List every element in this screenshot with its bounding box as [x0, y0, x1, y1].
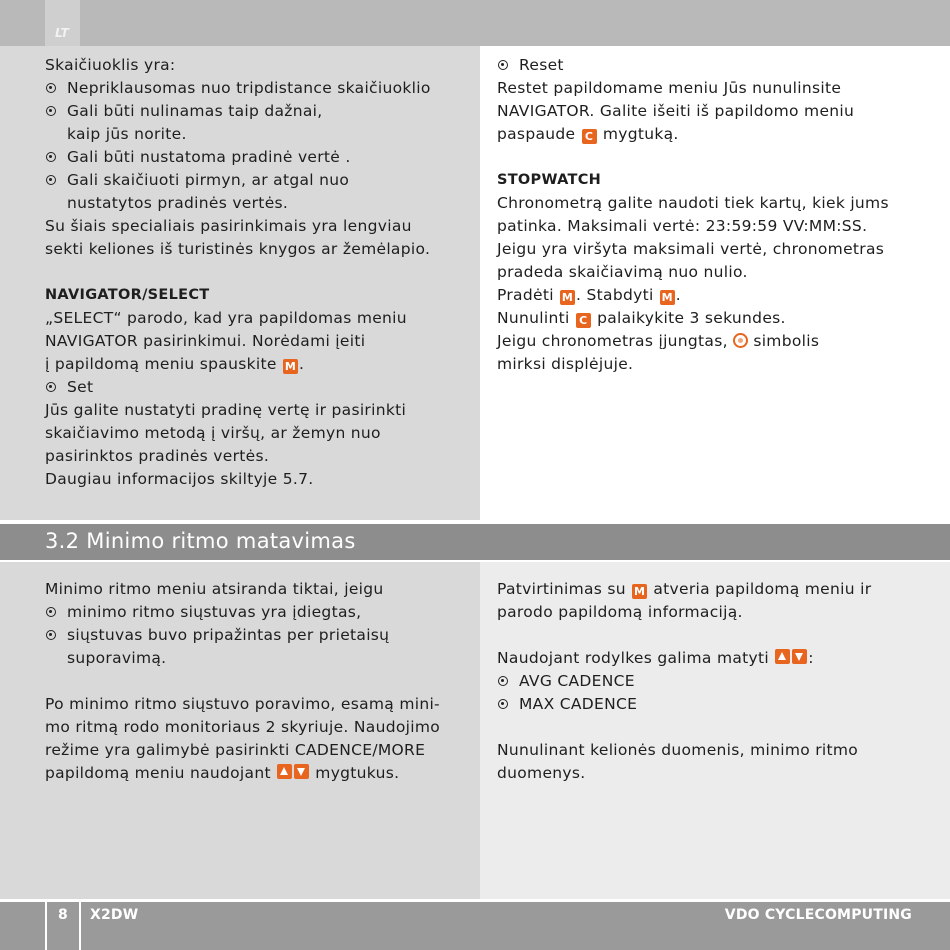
bullet-icon	[498, 60, 508, 70]
list-item: MAX CADENCE	[497, 693, 927, 716]
bullet-icon	[46, 630, 56, 640]
bullet-icon	[46, 83, 56, 93]
paragraph-line: Minimo ritmo meniu atsiranda tiktai, jeigu	[45, 580, 384, 598]
model-name: X2DW	[90, 907, 139, 923]
paragraph-line: NAVIGATOR pasirinkimui. Norėdami įeiti	[45, 332, 366, 350]
list-item: siųstuvas buvo pripažintas per prietaisų	[45, 624, 470, 647]
brand-name: VDO CYCLECOMPUTING	[724, 907, 912, 923]
list-item: Set	[45, 376, 470, 399]
right-bottom-column	[497, 578, 927, 785]
paragraph-line: pradeda skaičiavimą nuo nulio.	[497, 263, 748, 281]
section-heading: STOPWATCH	[497, 172, 602, 188]
m-button-icon: M	[634, 585, 646, 598]
bullet-icon	[46, 106, 56, 116]
bullet-icon	[498, 699, 508, 709]
section-title: 3.2 Minimo ritmo matavimas	[45, 529, 356, 553]
m-button-icon: M	[561, 291, 574, 304]
m-button-icon: M	[284, 360, 297, 373]
paragraph-line: „SELECT“ parodo, kad yra papildomas meniu	[45, 309, 407, 327]
paragraph-line: Po minimo ritmo siųstuvo poravimo, esamą mini-	[45, 695, 440, 713]
bullet-icon	[46, 152, 56, 162]
paragraph-line: Daugiau informacijos skiltyje 5.7.	[45, 470, 314, 488]
up-arrow-icon	[775, 649, 790, 664]
stopwatch-symbol-icon	[733, 333, 748, 348]
list-item: AVG CADENCE	[497, 670, 927, 693]
list-item: Gali būti nulinamas taip dažnai,	[45, 100, 470, 123]
paragraph-line: pasirinktos pradinės vertės.	[45, 447, 270, 465]
paragraph-line: Restet papildomame meniu Jūs nunulinsite	[497, 79, 842, 97]
paragraph-line: Jeigu chronometras įjungtas, simbolis	[497, 332, 820, 350]
paragraph-line: skaičiavimo metodą į viršų, ar žemyn nuo	[45, 424, 381, 442]
paragraph-line: režime yra galimybė pasirinkti CADENCE/MORE	[45, 741, 426, 759]
right-top-column	[497, 54, 927, 376]
paragraph-line: patinka. Maksimali vertė: 23:59:59 VV:MM:SS.	[497, 217, 868, 235]
paragraph-line: parodo papildomą informaciją.	[497, 603, 743, 621]
paragraph-line: mirksi displėjuje.	[497, 355, 634, 373]
c-button-icon: C	[582, 129, 597, 144]
paragraph-line: į papildomą meniu spauskite M .	[45, 355, 305, 373]
paragraph-line: Naudojant rodylkes galima matyti :	[497, 649, 814, 667]
list-item: Gali skaičiuoti pirmyn, ar atgal nuo	[45, 169, 470, 192]
paragraph-line: sekti keliones iš turistinės knygos ar žemėlapio.	[45, 240, 431, 258]
paragraph-line: Patvirtinimas su M atveria papildomą meniu ir	[497, 580, 872, 598]
paragraph-line: Nunulinant kelionės duomenis, minimo ritmo	[497, 741, 859, 759]
list-item: Reset	[497, 54, 927, 77]
list-item-continuation: kaip jūs norite.	[67, 125, 187, 143]
paragraph-line: Su šiais specialiais pasirinkimais yra lengviau	[45, 217, 412, 235]
top-bar	[0, 0, 950, 46]
bullet-icon	[498, 676, 508, 686]
paragraph-line: Jūs galite nustatyti pradinę vertę ir pasirinkti	[45, 401, 407, 419]
list-item-continuation: nustatytos pradinės vertės.	[67, 194, 289, 212]
section-heading: NAVIGATOR/SELECT	[45, 287, 210, 303]
bullet-icon	[46, 382, 56, 392]
paragraph-line: duomenys.	[497, 764, 586, 782]
m-button-icon: M	[661, 291, 673, 304]
left-top-column	[45, 54, 470, 491]
list-item: Gali būti nustatoma pradinė vertė .	[45, 146, 470, 169]
paragraph-line: Nunulinti C palaikykite 3 sekundes.	[497, 309, 786, 327]
paragraph-line: Chronometrą galite naudoti tiek kartų, kiek jums	[497, 194, 889, 212]
paragraph-line: Jeigu yra viršyta maksimali vertė, chronometras	[497, 240, 885, 258]
down-arrow-icon	[294, 764, 309, 779]
paragraph-line: Pradėti M . Stabdyti M .	[497, 286, 682, 304]
list-item-continuation: suporavimą.	[67, 649, 167, 667]
language-label: LT	[55, 26, 69, 40]
list-item: minimo ritmo siųstuvas yra įdiegtas,	[45, 601, 470, 624]
down-arrow-icon	[792, 649, 807, 664]
left-bottom-column	[45, 578, 470, 785]
list-item: Nepriklausomas nuo tripdistance skaičiuoklio	[45, 77, 470, 100]
page-number: 8	[58, 907, 68, 923]
paragraph-line: NAVIGATOR. Galite išeiti iš papildomo meniu	[497, 102, 855, 120]
paragraph-line: mo ritmą rodo monitoriaus 2 skyriuje. Naudojimo	[45, 718, 441, 736]
intro-text: Skaičiuoklis yra:	[45, 56, 176, 74]
c-button-icon: C	[576, 313, 591, 328]
up-arrow-icon	[277, 764, 292, 779]
bullet-icon	[46, 607, 56, 617]
paragraph-line: paspaude C mygtuką.	[497, 125, 679, 143]
paragraph-line: papildomą meniu naudojant mygtukus.	[45, 764, 400, 782]
bullet-icon	[46, 175, 56, 185]
